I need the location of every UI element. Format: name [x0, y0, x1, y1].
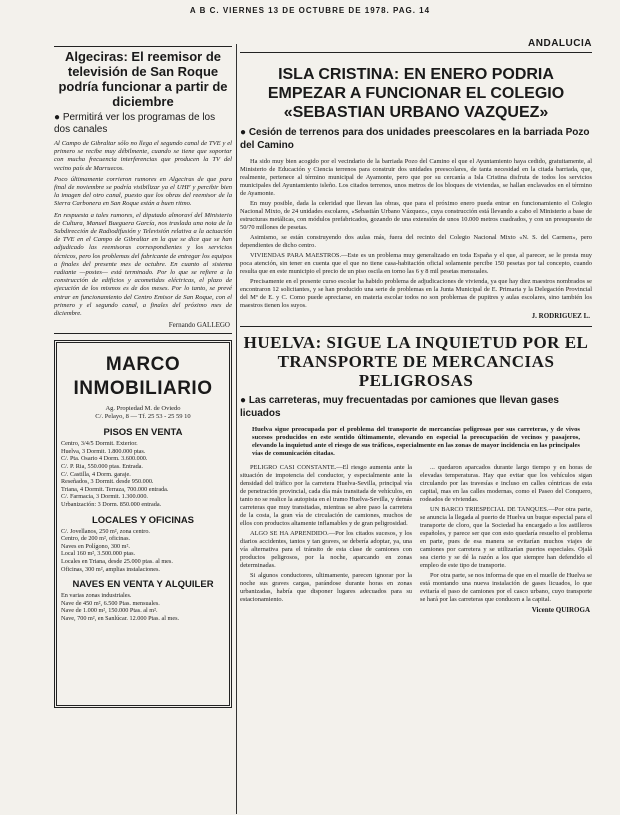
ad-title-line1: MARCO — [105, 354, 181, 376]
article1-bullet-text: Cesión de terrenos para dos unidades preescolares en la barriada Pozo del Camino — [240, 127, 590, 151]
left-paragraph: Poco últimamente corrieron rumores en Algeciras de que para final de noviembre se podría visibilizar ya el UHF y percibir bien la imagen del otro canal, puesto que los obras del reemisor de la Sierra Carbonera en San Roque están a buen ritmo. — [54, 175, 232, 208]
article2-columns — [240, 464, 592, 620]
ad-line: Nave de 1.000 m², 150.000 Ptas. al m². — [61, 607, 158, 615]
ad-line: C/. Farmacia, 3 Dormit. 1.300.000. — [61, 493, 148, 501]
article2-headline: HUELVA: SIGUE LA INQUIETUD POR EL TRANSPORTE DE MERCANCIAS PELIGROSAS — [243, 333, 589, 390]
article2-paragraph: UN BARCO TRIESPECIAL DE TANQUES.—Por otra parte, se anuncia la llegada al puerto de Huelva un buque especial para el transporte de cloro, que la Sociedad ha encargado a los astilleros españoles, y parece ser que con esto quedaría resuelto el problema en parte, pues de esa manera se evitarían muchos viajes de camiones por carretera y se utilizarían puertos especiales. Ojalá sea cierto y se dé la razón a los que siempre han defendido el empleo de este tipo de transporte. — [420, 506, 592, 570]
article2-paragraph: Por otra parte, se nos informa de que en el muelle de Huelva se está montando una nueva instalación de gases licuados, lo que evitaría el paso de camiones por el casco urbano, cuyo transporte se hará por las carreteras que conducen a la capital. — [420, 572, 592, 604]
article1-headline: ISLA CRISTINA: EN ENERO PODRIA EMPEZAR A FUNCIONAR EL COLEGIO «SEBASTIAN URBANO VAZQUEZ» — [267, 66, 565, 121]
left-bullet — [54, 112, 232, 136]
left-signature: Fernando GALLEGO — [168, 321, 230, 330]
article2-bullet-text: Las carreteras, muy frecuentadas por camiones que llevan gases licuados — [240, 395, 559, 419]
ad-line: Centro, 3/4/5 Dormit. Exterior. — [61, 440, 138, 448]
article1-paragraph: En muy posible, dada la celeridad que llevan las obras, que para el próximo enero pueda entrar en funcionamiento el Colegio Nacional Mixto, de 24 unidades escolares, «Sebastián Urbano Vázquez», cuya construcción está llevando a cabo el Ministerio a base de estructuras metálicas, con módulos prefabricados, gozando de una extensión de unos 10.000 metros cuadrados, y con un presupuesto de 50/70 millones de pesetas. — [240, 200, 592, 231]
ad-line: C/. Pta. Osario 4 Dorm. 3.600.000. — [61, 455, 148, 463]
ad-line: Nave de 450 m², 6.500 Ptas. mensuales. — [61, 599, 160, 607]
article1-paragraph: Precisamente en el presente curso escolar ha habido problema de adjudicaciones de vivienda, ya que hay diez maestros nombrados se encontraron 12 solicitantes, y se han producido una serie de problemas en la Junta Municipal de E. Primaria y la Delegación Provincial del Mº de E. y C. Como puede apreciarse, en materia escolar todos no son problemas de pupitres y aulas escolares, sino también los maestros tienen los suyos. — [240, 278, 592, 309]
article2-signature: Vicente QUIROGA — [531, 606, 590, 615]
article1-paragraph: Ha sido muy bien acogido por el vecindario de la barriada Pozo del Camino el que el Ayuntamiento haya cedido, gratuitamente, al Ministerio de Educación y Ciencia terrenos para construir dos unidades preescolares, de tanta necesidad en la citada barriada, que, realmente, pertenece al término municipal de Ayamonte, pero que por su cercanía a Isla Cristina disfruta de todos los servicios municipales del Ayuntamiento isleño. Los citados terrenos, unos metros de los bloques de viviendas, se hallan enclavados en el término de Ayamonte. — [240, 158, 592, 197]
section-label: ANDALUCIA — [528, 38, 592, 49]
masthead: A B C. VIERNES 13 DE OCTUBRE DE 1978. PAG. 14 — [189, 6, 431, 15]
article1-signature: J. RODRIGUEZ L. — [531, 312, 590, 320]
bullet-icon: ● — [240, 127, 247, 138]
article2-paragraph: ... quedaron aparcados durante largo tiempo y en horas de elevadas temperaturas. Hay que evitar que los vehículos sigan circulando por las travesías e incluso en calles céntricas de esta capital, mas en las calles modernas, como el Paseo del Conquero, rodeados de viviendas. — [420, 464, 592, 504]
right-mid-rule — [240, 326, 592, 327]
ad-section-title: NAVES EN VENTA Y ALQUILER — [72, 579, 214, 591]
left-column — [54, 46, 232, 708]
left-paragraph: Al Campo de Gibraltar sólo no llega el segundo canal de TVE y el primero se recibe muy débilmente, cuando se tiene que soportar con mucha frecuencia interferencias que producen la TV del vecino país de Marruecos. — [54, 140, 232, 172]
article2-lead: Huelva sigue preocupada por el problema del transporte de mercancías peligrosas por sus carreteras, y de vivos sucesos producidos en este sentido últimamente, elevando en especial la preocupación de vecinos y pasajeros, elevando la inquietud ante el riesgo de sus tráficos, especialmente en las zonas de mayor incidencia en las principales vías de comunicación citadas. — [252, 426, 580, 458]
ad-line: C/. P. Ria, 550.000 ptas. Entrada. — [61, 463, 143, 471]
left-paragraph: En respuesta a tales rumores, el diputado almoraví del Ministerio de Cultura, Manuel Bueguera García, nos traslada una nota de la Subdirección de Radiodifusión y Televisión relativa a la actuación de TVE en el Campo de Gibraltar en la que se dice que se han adjudicado las reemisoras correspondientes y los servicios técnicos, pero los problemas del fabricante de entregar los equipos a finales del presente mes de octubre. En cuanto al sistema radiante —postes— está terminado. Por lo que se refiere a la construcción de edificios y acometidas eléctricas, el plazo de ejecución de los mismos es de dos meses. Por lo tanto, se prevé entrar en funcionamiento del Centro Emisor de San Roque, con el primero y el segundo canal, a finales del próximo mes de diciembre. — [54, 211, 232, 318]
left-top-rule — [54, 46, 232, 47]
article2-col-right — [420, 464, 592, 620]
article2-bullet — [240, 394, 592, 420]
column-divider — [236, 44, 237, 814]
bullet-icon: ● — [54, 112, 61, 123]
ad-line: Triana, 4 Dormit. Terraza, 700.000 entrada. — [61, 485, 169, 493]
ad-line: Naves en Polígono, 300 m². — [61, 542, 130, 550]
left-mid-rule — [54, 333, 232, 334]
ad-section-title: LOCALES Y OFICINAS — [91, 514, 195, 526]
bullet-icon: ● — [240, 395, 247, 406]
ad-line: Reseñados, 3 Dormit. desde 950.000. — [61, 478, 154, 486]
article2-paragraph: PELIGRO CASI CONSTANTE.—El riesgo aumenta ante la situación de impotencia del conductor, y especialmente ante la densidad del tráfico por la carretera Huelva-Sevilla, principal vía de penetración provincial, cada día más transitada de vehículos, en tanto no se realice la autopista en el tramo Huelva-Sevilla, y demás carreteras que muy transitadas, mientras se abre paso la carretera de la costa, la gran vía de circulación de camiones, muchos de ellos con productos altamente inflamables y de gran peligrosidad. — [240, 464, 412, 528]
left-headline: Algeciras: El reemisor de televisión de San Roque podría funcionar a partir de diciembre — [58, 49, 228, 109]
ad-line: Centro, de 200 m², oficinas. — [61, 535, 131, 543]
ad-title — [61, 353, 225, 401]
real-estate-ad — [54, 340, 232, 708]
article1-paragraph: VIVIENDAS PARA MAESTROS.—Este es un problema muy generalizado en toda España y el que, al parecer, se le presta muy poca atención, sin tener en cuenta que el que no tiene casa-habitación oficial solamente percibe 150 pesetas por tal concepto, cuando resulta que en este municipio el precio de un piso oscila en torno las 6 y 8 mil pesetas mensuales. — [240, 252, 592, 275]
left-bullet-text: Permitirá ver los programas de los dos canales — [54, 112, 216, 135]
right-column — [240, 38, 592, 620]
article1-paragraph: Asimismo, se están construyendo dos aulas más, fuera del recinto del Colegio Nacional Mixto «N. S. del Carmen», pero dependientes de dicho centro. — [240, 234, 592, 249]
ad-line: En varias zonas industriales. — [61, 592, 132, 600]
ad-section-title: PISOS EN VENTA — [103, 427, 183, 439]
ad-line: Urbanización: 3 Dorm. 850.000 entrada. — [61, 501, 162, 509]
ad-line: Huelva, 3 Dormit. 1.800.000 ptas. — [61, 447, 146, 455]
right-top-rule — [240, 52, 592, 53]
ad-line: Locales en Triana, desde 25.000 ptas. al mes. — [61, 557, 173, 565]
ad-subtitle-line1: Ag. Propiedad M. de Oviedo — [105, 405, 181, 413]
article2-col-left — [240, 464, 412, 620]
article2-paragraph: Si algunos conductores, ultimamente, parecen ignorar por la noche sus graves cargas, parándose durante horas en zonas urbanizadas, habría que disponer lugares adecuados para su estacionamiento. — [240, 572, 412, 604]
ad-line: Oficinas, 300 m², amplias instalaciones. — [61, 565, 160, 573]
ad-line: Nave, 700 m², en Sanlúcar. 12.000 Ptas. al mes. — [61, 614, 180, 622]
ad-title-line2: INMOBILIARIO — [73, 378, 213, 400]
ad-line: C/. Castilla, 4 Dorm. garaje. — [61, 470, 131, 478]
article2-paragraph: ALGO SE HA APRENDIDO.—Por los citados sucesos, y los diarios accidentes, tantos y tan graves, se debería adoptar, ya, una vía alternativa para el tránsito de esta clase de camiones con productos peligrosos, por la noche, aparcando en zonas determinadas. — [240, 530, 412, 570]
ad-line: C/. Jovellanos, 250 m², zona centro. — [61, 527, 150, 535]
article1-bullet — [240, 126, 592, 152]
ad-subtitle-line2: C/. Pelayo, 8 — Tf. 25 53 - 25 59 10 — [95, 413, 191, 421]
ad-line: Local 160 m², 3.500.000 ptas. — [61, 550, 136, 558]
